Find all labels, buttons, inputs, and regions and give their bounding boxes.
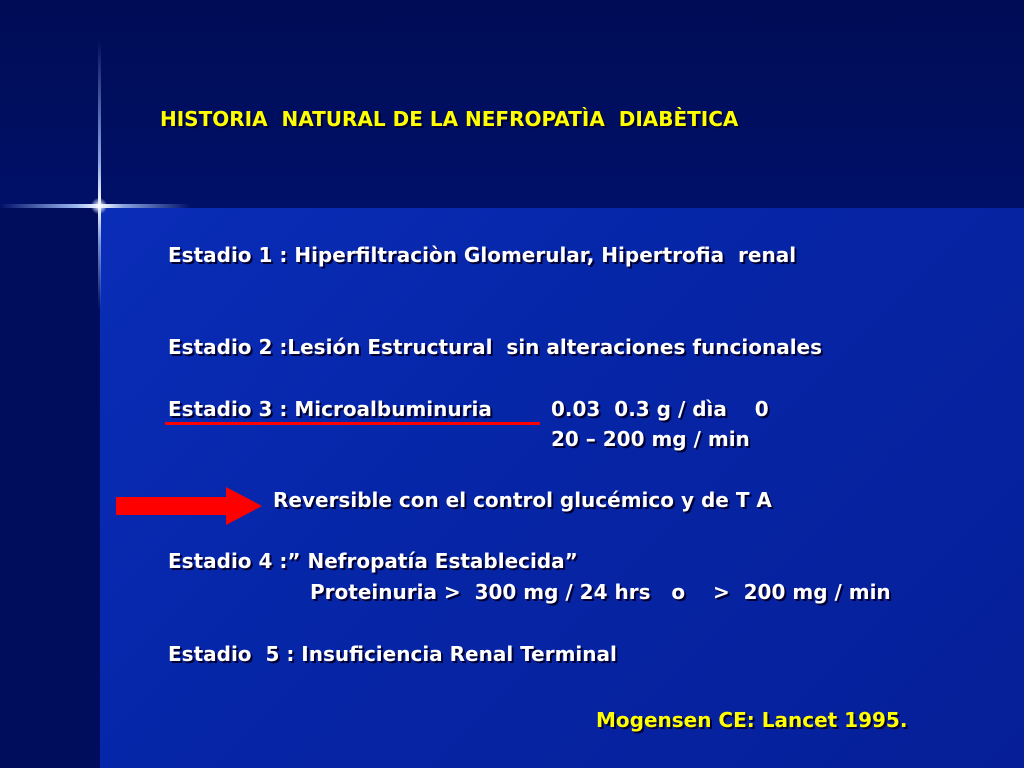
stage-4-detail: Proteinuria > 300 mg / 24 hrs o > 200 mg / min: [310, 580, 891, 604]
star-flare-vertical: [98, 40, 101, 310]
stage-3-value-2: 20 – 200 mg / min: [551, 427, 750, 451]
stage-3-value-1: 0.03 0.3 g / dìa 0: [551, 397, 769, 421]
left-band: [0, 208, 100, 768]
slide-title: HISTORIA NATURAL DE LA NEFROPATÌA DIABÈTICA: [160, 107, 739, 131]
citation: Mogensen CE: Lancet 1995.: [596, 708, 908, 732]
stage-1-text: Estadio 1 : Hiperfiltraciòn Glomerular, Hipertrofia renal: [168, 243, 797, 267]
stage-4-label: Estadio 4 :” Nefropatía Establecida”: [168, 549, 578, 573]
stage-2-text: Estadio 2 :Lesión Estructural sin alteraciones funcionales: [168, 335, 823, 359]
reversible-text: Reversible con el control glucémico y de T A: [273, 488, 772, 512]
header-background: [0, 0, 1024, 208]
stage-3-underline: [165, 422, 540, 425]
star-flare-icon: [91, 198, 107, 214]
stage-5-text: Estadio 5 : Insuficiencia Renal Terminal: [168, 642, 617, 666]
red-arrow-icon: [116, 486, 262, 526]
stage-3-label: Estadio 3 : Microalbuminuria: [168, 397, 492, 421]
